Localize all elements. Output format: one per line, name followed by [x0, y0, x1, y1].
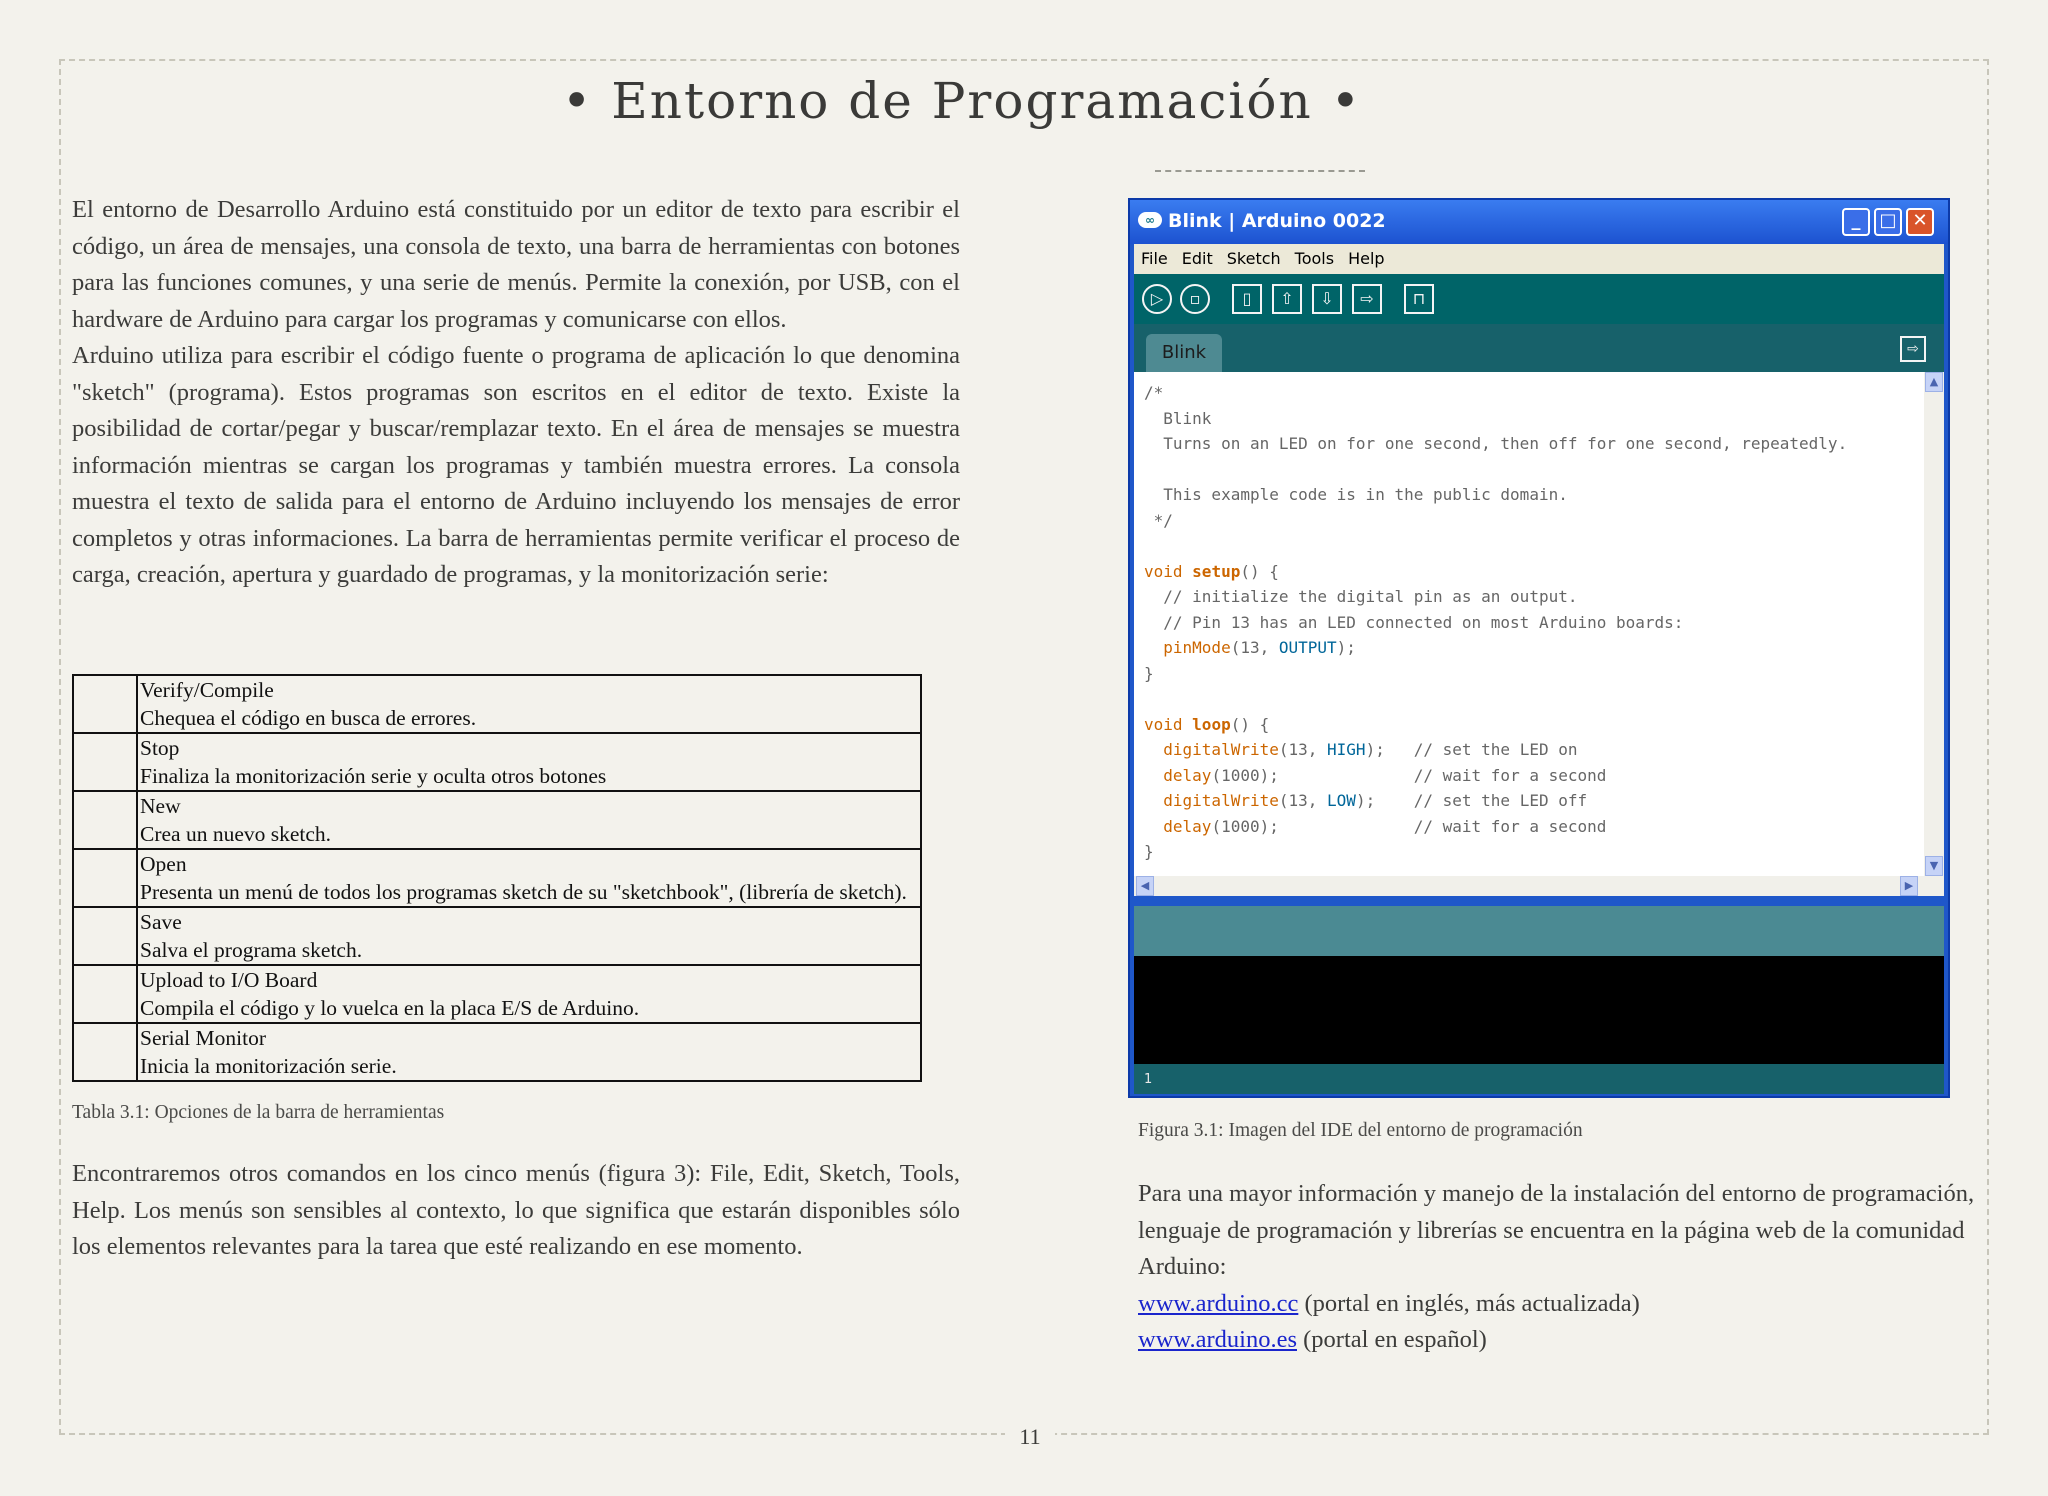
table-row — [73, 849, 921, 907]
menu-edit[interactable]: Edit — [1181, 249, 1213, 268]
table-cell — [137, 965, 921, 1023]
menu-sketch[interactable]: Sketch — [1226, 249, 1281, 268]
horizontal-scrollbar[interactable] — [1134, 876, 1944, 896]
toolbar-icon-cell — [73, 675, 137, 733]
link-note: (portal en español) — [1297, 1326, 1487, 1353]
tool-name: Serial Monitor — [140, 1026, 266, 1050]
scroll-left-icon[interactable]: ◀ — [1136, 876, 1154, 896]
ide-menubar — [1134, 244, 1944, 274]
arduino-cc-link[interactable]: www.arduino.cc — [1138, 1289, 1299, 1317]
upload-icon[interactable]: ⇨ — [1352, 284, 1382, 314]
tool-description: Inicia la monitorización serie. — [140, 1054, 397, 1078]
tool-description: Compila el código y lo vuelca en la placa E/S de Arduino. — [140, 996, 640, 1020]
intro-text — [72, 192, 960, 594]
page-number — [0, 1424, 2048, 1450]
scroll-right-icon[interactable]: ▶ — [1900, 876, 1918, 896]
tool-name: Upload to I/O Board — [140, 968, 318, 992]
stop-icon[interactable]: ▫ — [1180, 284, 1210, 314]
table-row — [73, 907, 921, 965]
more-info — [1138, 1176, 1988, 1359]
code-editor[interactable] — [1134, 372, 1944, 892]
toolbar-icon-cell — [73, 733, 137, 791]
table-cell — [137, 791, 921, 849]
console-area — [1134, 956, 1944, 1064]
toolbar-icon-cell — [73, 791, 137, 849]
tool-description: Finaliza la monitorización serie y oculta otros botones — [140, 764, 607, 788]
message-area — [1134, 906, 1944, 956]
tab-blink[interactable]: Blink — [1146, 334, 1222, 372]
toolbar-icon-cell — [73, 849, 137, 907]
menu-tools[interactable]: Tools — [1294, 249, 1335, 268]
vertical-scrollbar[interactable] — [1924, 372, 1944, 876]
maximize-icon[interactable]: □ — [1874, 208, 1902, 236]
table-row — [73, 675, 921, 733]
ide-titlebar — [1130, 200, 1948, 244]
scroll-down-icon[interactable]: ▼ — [1925, 856, 1943, 876]
arduino-logo-icon: ∞ — [1138, 212, 1162, 228]
link-line — [1138, 1286, 1988, 1323]
intro-paragraph-1: El entorno de Desarrollo Arduino está constituido por un editor de texto para escribir el código, un área de mensajes, una consola de texto, una barra de herramientas con botones para las funciones comunes, y una serie de menús. Permite la conexión, por USB, con el hardware de Arduino para cargar los programas y comunicarse con ellos. — [72, 196, 960, 333]
close-icon[interactable]: ✕ — [1906, 208, 1934, 236]
menus-paragraph: Encontraremos otros comandos en los cinco menús (figura 3): File, Edit, Sketch, Tools, Help. Los menús son sensibles al contexto, lo que significa que estarán disponibles sólo los elementos relevantes para la tarea que esté realizando en ese momento. — [72, 1160, 960, 1260]
tab-menu-arrow-icon[interactable]: ⇨ — [1900, 336, 1926, 362]
link-line — [1138, 1322, 1988, 1359]
tool-description: Presenta un menú de todos los programas sketch de su "sketchbook", (librería de sketch). — [140, 880, 907, 904]
menus-text — [72, 1156, 960, 1266]
table-row — [73, 965, 921, 1023]
serial-monitor-icon[interactable]: ⊓ — [1404, 284, 1434, 314]
table-row — [73, 791, 921, 849]
verify-icon[interactable]: ▷ — [1142, 284, 1172, 314]
menu-help[interactable]: Help — [1348, 249, 1385, 268]
table-cell — [137, 907, 921, 965]
tool-name: Open — [140, 852, 187, 876]
table-cell — [137, 733, 921, 791]
tool-description: Crea un nuevo sketch. — [140, 822, 332, 846]
menu-file[interactable]: File — [1141, 249, 1168, 268]
line-number: 1 — [1144, 1072, 1153, 1087]
tool-name: Save — [140, 910, 182, 934]
link-note: (portal en inglés, más actualizada) — [1298, 1289, 1640, 1317]
scroll-up-icon[interactable]: ▲ — [1925, 372, 1943, 392]
open-icon[interactable]: ⇧ — [1272, 284, 1302, 314]
figure-caption: Figura 3.1: Imagen del IDE del entorno de programación — [1138, 1120, 1583, 1141]
table-row — [73, 733, 921, 791]
tool-description: Chequea el código en busca de errores. — [140, 706, 477, 730]
ide-window — [1128, 198, 1950, 1098]
table-row — [73, 1023, 921, 1081]
page-title: • Entorno de Programación • — [561, 72, 1363, 130]
toolbar-icon-cell — [73, 907, 137, 965]
tool-name: Verify/Compile — [140, 678, 274, 702]
minimize-icon[interactable]: _ — [1842, 208, 1870, 236]
table-cell — [137, 849, 921, 907]
table-caption: Tabla 3.1: Opciones de la barra de herramientas — [72, 1102, 445, 1123]
title-divider — [1155, 170, 1365, 172]
intro-paragraph-2: Arduino utiliza para escribir el código fuente o programa de aplicación lo que denomina "sketch" (programa). Estos programas son escritos en el editor de texto. Existe la posibilidad de cortar/pegar y buscar/remplazar texto. En el área de mensajes se muestra información mientras se cargan los programas y también muestra errores. La consola muestra el texto de salida para el entorno de Arduino incluyendo los mensajes de error completos y otras informaciones. La barra de herramientas permite verificar el proceso de carga, creación, apertura y guardado de programas, y la monitorización serie: — [72, 342, 960, 588]
tool-name: New — [140, 794, 181, 818]
tool-description: Salva el programa sketch. — [140, 938, 363, 962]
toolbar-options-table — [72, 674, 922, 1082]
ide-toolbar — [1134, 274, 1944, 324]
ide-status-bar — [1134, 1064, 1944, 1094]
toolbar-icon-cell — [73, 965, 137, 1023]
tool-name: Stop — [140, 736, 180, 760]
save-icon[interactable]: ⇩ — [1312, 284, 1342, 314]
ide-tabbar — [1134, 324, 1944, 372]
table-cell — [137, 1023, 921, 1081]
table-cell — [137, 675, 921, 733]
page-number-text: 11 — [1005, 1424, 1054, 1449]
code-text[interactable]: /* Blink Turns on an LED on for one second, then off for one second, repeatedly. This example code is in the public domain. */ void setup() { // initialize the digital pin as an output. // Pin 13 has an LED connected on most Arduino boards: pinMode(13, OUTPUT); } void loop() { digitalWrite(13, HIGH); // set the LED on delay(1000); // wait for a second digitalWrite(13, LOW); // set the LED off delay(1000); // wait for a second } — [1144, 383, 1848, 861]
ide-window-title: Blink | Arduino 0022 — [1168, 210, 1386, 232]
toolbar-icon-cell — [73, 1023, 137, 1081]
new-icon[interactable]: ▯ — [1232, 284, 1262, 314]
more-info-text: Para una mayor información y manejo de la instalación del entorno de programación, lenguaje de programación y librerías se encuentra en la página web de la comunidad Arduino: — [1138, 1180, 1975, 1280]
arduino-es-link[interactable]: www.arduino.es — [1138, 1326, 1297, 1353]
